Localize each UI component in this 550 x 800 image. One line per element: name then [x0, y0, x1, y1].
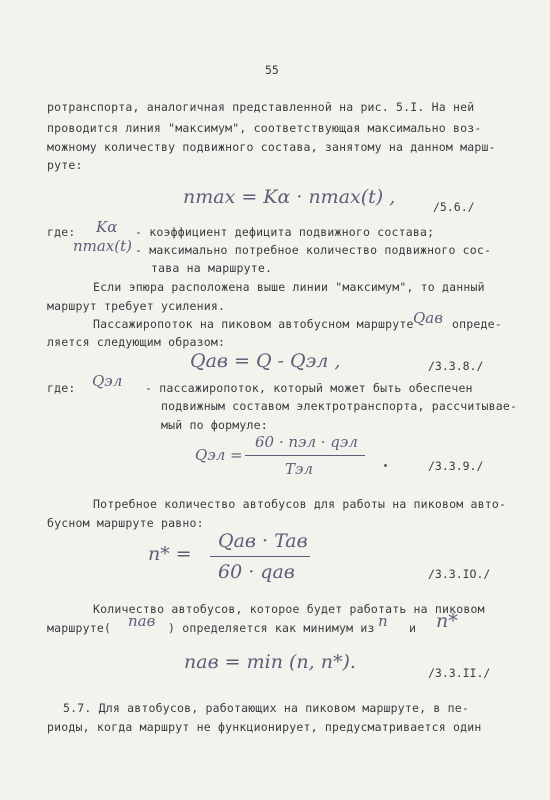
- symbol-n: n: [378, 612, 388, 630]
- text-line: Количество автобусов, которое будет работать на пиковом: [93, 602, 485, 616]
- fraction-bar: [245, 455, 365, 456]
- formula-nmax: nmax = Kα · nmax(t) ,: [183, 186, 396, 208]
- text-line: и: [409, 621, 417, 635]
- equation-number: /3.3.IO./: [428, 567, 491, 581]
- text-line: маршрут требует усиления.: [47, 299, 226, 313]
- symbol-n-ab: naв: [128, 612, 156, 630]
- equation-number: /3.3.II./: [428, 666, 491, 680]
- equation-number: /3.3.8./: [428, 359, 484, 373]
- symbol-k-alpha: Kα: [96, 218, 118, 236]
- text-line: руте:: [47, 158, 83, 172]
- formula-qel-numerator: 60 · nэл · qэл: [255, 433, 358, 451]
- formula-nab-min: naв = min (n, n*).: [184, 651, 356, 673]
- formula-qel-denominator: Tэл: [285, 460, 313, 478]
- formula-nstar-numerator: Qaв · Taв: [218, 530, 308, 552]
- equation-number: /5.6./: [433, 200, 475, 214]
- text-line: где:: [47, 225, 76, 239]
- symbol-q-el: Qэл: [92, 372, 123, 390]
- text-line: где:: [47, 381, 76, 395]
- symbol-nmax-t: nmax(t): [73, 237, 133, 255]
- text-line: бусном маршруте равно:: [47, 516, 204, 530]
- text-line: тава на маршруте.: [151, 261, 273, 275]
- period-dot: [384, 464, 387, 467]
- fraction-bar: [210, 556, 310, 557]
- text-line: ротранспорта, аналогичная представленной на рис. 5.I. На ней: [47, 100, 475, 114]
- equation-number: /3.3.9./: [428, 459, 484, 473]
- formula-nstar-denominator: 60 · qaв: [218, 561, 295, 583]
- formula-qab: Qaв = Q - Qэл ,: [190, 350, 341, 372]
- text-line: мый по формуле:: [161, 418, 268, 432]
- page-number: 55: [265, 63, 279, 77]
- text-line: 5.7. Для автобусов, работающих на пиковом маршруте, в пе-: [63, 701, 470, 715]
- text-line: маршруте(: [47, 621, 112, 635]
- text-line: Пассажиропоток на пиковом автобусном маршруте: [93, 317, 414, 331]
- text-line: Если эпюра расположена выше линии "максимум", то данный: [93, 280, 485, 294]
- text-line: - пассажиропоток, который может быть обеспечен: [145, 381, 473, 395]
- symbol-n-star: n*: [436, 610, 458, 632]
- formula-qel-lhs: Qэл =: [195, 446, 243, 464]
- text-line: можному количеству подвижного состава, занятому на данном марш-: [47, 140, 496, 154]
- text-line: опреде-: [452, 317, 502, 331]
- text-line: ляется следующим образом:: [47, 335, 226, 349]
- text-line: риоды, когда маршрут не функционирует, предусматривается один: [47, 720, 482, 734]
- text-line: ) определяется как минимум из: [168, 621, 375, 635]
- formula-nstar-lhs: n* =: [148, 543, 192, 565]
- text-line: подвижным составом электротранспорта, рассчитывае-: [161, 399, 518, 413]
- text-line: проводится линия "максимум", соответствующая максимально воз-: [47, 121, 482, 135]
- text-line: Потребное количество автобусов для работы на пиковом авто-: [93, 497, 507, 511]
- symbol-q-ab: Qaв: [413, 309, 443, 327]
- text-line: - максимально потребное количество подвижного сос-: [135, 243, 492, 257]
- text-line: - коэффициент дефицита подвижного состава;: [135, 225, 435, 239]
